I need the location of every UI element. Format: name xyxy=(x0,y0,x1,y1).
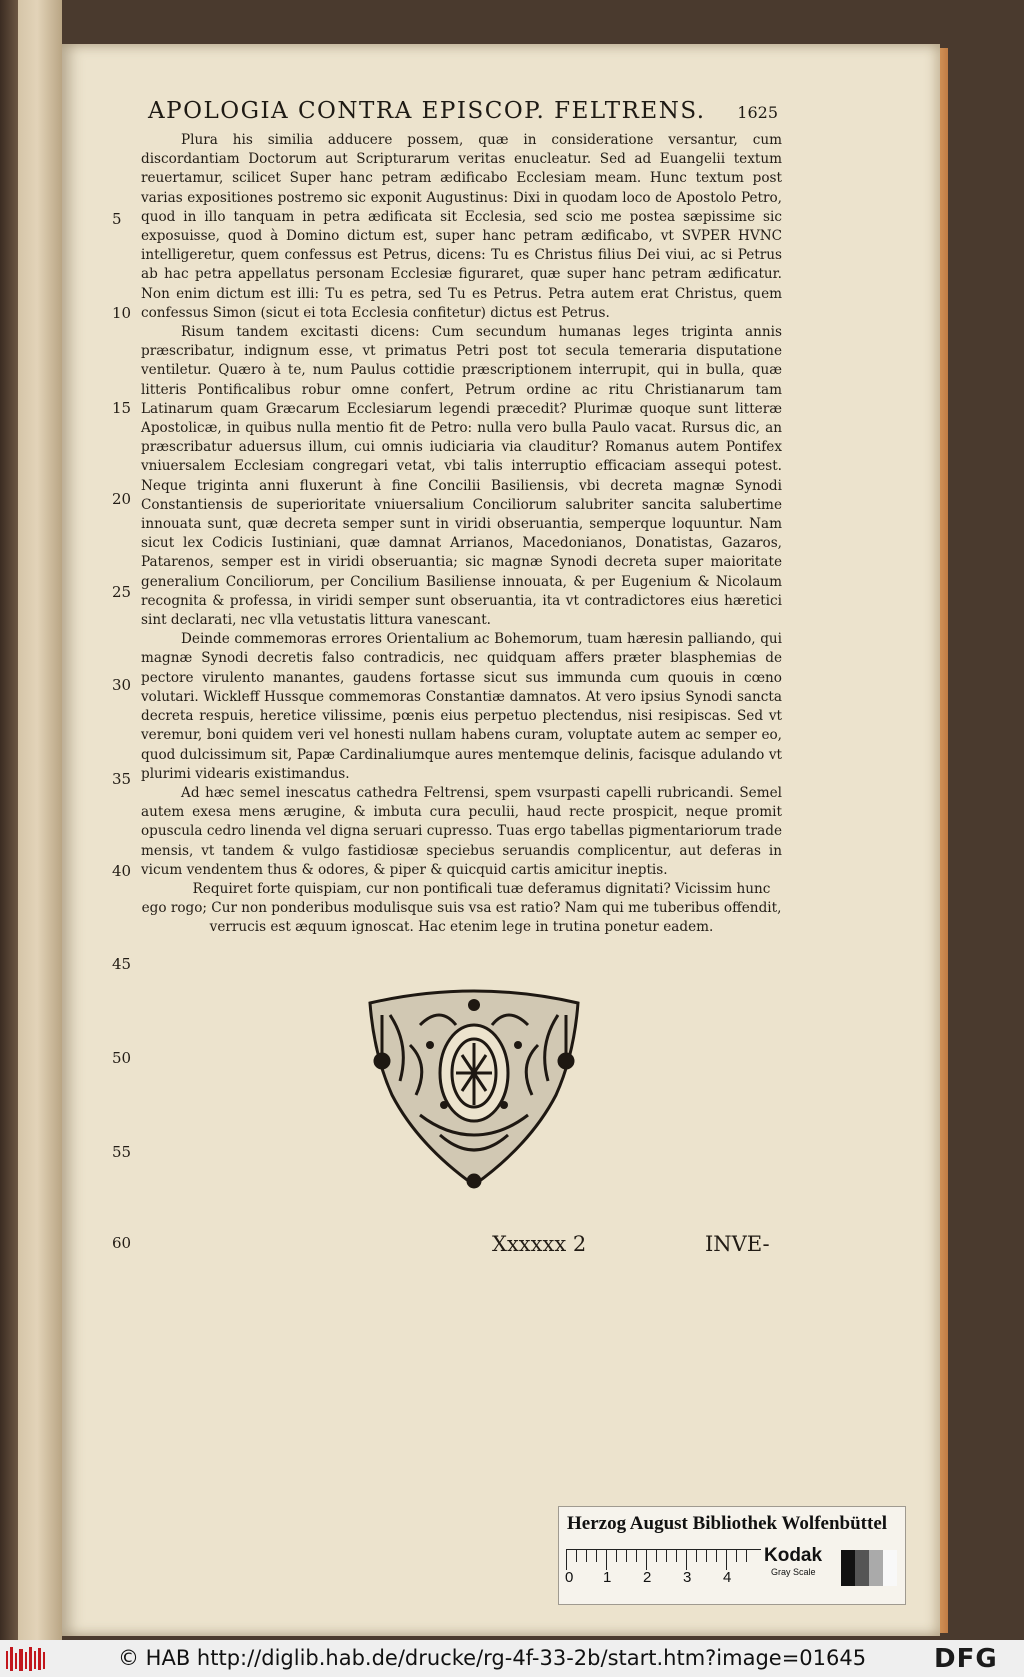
line-number: 25 xyxy=(112,583,132,601)
kodak-brand: Kodak xyxy=(764,1545,823,1566)
line-number: 60 xyxy=(112,1234,132,1252)
paragraph: Risum tandem excitasti dicens: Cum secundum humanas leges triginta annis præscribatur, indignum esse, vt primatus Petri post tot secula temeraria disputatione ventiletur. Quæro à te, num Paulus cottidie præscriptionem interrupit, qui in bulla, quæ litteris Pontificalibus robur omne confert, Petrum ordine ac ritu Christianarum tam Latinarum quam Græcarum Ecclesiarum legendi præcedit? Plurimæ quoque sunt litteræ Apostolicæ, in quibus nulla mentio fit de Petro: nulla vero bulla Paulo vacat. Rursus dic, an præscribatur aduersus illum, cui omnis iudiciaria via clauditur? Romanus autem Pontifex vniuersalem Ecclesiam congregari vetat, vbi talis interruptio efficaciam assequi potest. Neque triginta anni fluxerunt à fine Concilii Basiliensis, vbi decreta magnæ Synodi Constantiensis de superioritate vniuersalium Conciliorum salubriter sancita salubertime innouata sunt, quæ decreta semper sunt in viridi obseruantia, semperque loquuntur. Nam sicut lex Codicis Iustiniani, quæ damnat Arrianos, Macedonianos, Donatistas, Gazaros, Patarenos, semper est in viridi obseruantia; sic magnæ Synodi decreta super maioritate generalium Conciliorum, per Concilium Basiliense innouata, & per Eugenium & Nicolaum recognita & professa, in viridi semper sunt obseruantia, ita vt contradictores eius hæretici sint declarati, nec vlla vetustatis littura vanescant. xyxy=(141,324,782,629)
line-number: 5 xyxy=(112,210,122,228)
line-number: 40 xyxy=(112,862,132,880)
scale-number: 1 xyxy=(603,1569,612,1586)
scale-number: 0 xyxy=(565,1569,574,1586)
line-number: 30 xyxy=(112,676,132,694)
paragraph: Deinde commemoras errores Orientalium ac Bohemorum, tuam hæresin palliando, qui magnæ Synodi decretis falso contradicis, nec quidquam affers præter blasphemias de pectore virulento manantes, gaudens fortasse sicut sus immunda cum quouis in cœno volutari. Wickleff Hussque commemoras Constantiæ damnatos. At vero ipsius Synodi sancta decreta respuis, heretice vilissime, pœnis eius perpetuo plectendus, nisi resipiscas. Sed vt veremur, boni quidem veri vel honesti nullam habens curam, voluptate autem ac semper eo, quod dulcissimum sit, Papæ Cardinaliumque aures mentemque delinis, facisque adulando vt plurimi videaris existimandus. xyxy=(141,631,782,782)
library-color-scale-label xyxy=(558,1506,906,1605)
barcode-icon xyxy=(6,1647,46,1671)
scale-number: 4 xyxy=(723,1569,732,1586)
dfg-logo: DFG xyxy=(934,1644,998,1674)
line-number: 20 xyxy=(112,490,132,508)
line-number: 50 xyxy=(112,1049,132,1067)
paragraph-closing: Requiret forte quispiam, cur non pontificali tuæ deferamus dignitati? Vicissim hunc ego rogo; Cur non ponderibus modulisque suis vsa est ratio? Nam qui me tuberibus offendit, verrucis est æquum ignoscat. Hac etenim lege in trutina ponetur eadem. xyxy=(141,880,782,936)
gray-scale-caption: Gray Scale xyxy=(771,1567,816,1577)
library-name: Herzog August Bibliothek Wolfenbüttel xyxy=(567,1513,888,1534)
binding-shadow xyxy=(0,0,18,1640)
woodcut-ornament-icon xyxy=(360,985,588,1193)
body-text xyxy=(141,131,782,938)
scale-number: 2 xyxy=(643,1569,652,1586)
measurement-ruler xyxy=(566,1549,761,1570)
line-number: 35 xyxy=(112,770,132,788)
paragraph: Plura his similia adducere possem, quæ in consideratione versantur, cum discordantiam Doctorum aut Scripturarum veritas enucleatur. Sed ad Euangelii textum reuertamur, scilicet Super hanc petram ædificabo Ecclesiam meam. Hunc textum post varias expositiones postremo sic exponit Augustinus: Dixi in quodam loco de Apostolo Petro, quod in illo tanquam in petra ædificata sit Ecclesia, sed scio me postea sæpissime sic exposuisse, quod à Domino dictum est, super hanc petram ædificabo, vt SVPER HVNC intelligeretur, quem confessus est Petrus, dicens: Tu es Christus filius Dei viui, ac si Petrus ab hac petra appellatus personam Ecclesiæ figuraret, quæ super hanc petram ædificatur. Non enim dictum est illi: Tu es petra, sed Tu es Petrus. Petra autem erat Christus, quem confessus Simon (sicut ei tota Ecclesia confitetur) dictus est Petrus. xyxy=(141,132,782,321)
running-title: APOLOGIA CONTRA EPISCOP. FELTRENS. xyxy=(148,98,706,124)
footer-bar xyxy=(0,1640,1024,1677)
scale-number: 3 xyxy=(683,1569,692,1586)
catchword: INVE- xyxy=(705,1232,770,1256)
copyright-url[interactable]: © HAB http://diglib.hab.de/drucke/rg-4f-33-2b/start.htm?image=01645 xyxy=(118,1646,867,1670)
line-number: 55 xyxy=(112,1143,132,1161)
line-number: 10 xyxy=(112,304,132,322)
gray-scale-swatch xyxy=(841,1550,897,1586)
signature-mark: Xxxxxx 2 xyxy=(492,1232,587,1256)
paragraph: Ad hæc semel inescatus cathedra Feltrensi, spem vsurpasti capelli rubricandi. Semel autem exesa mens ærugine, & imbuta cura peculii, haud recte prospicit, neque promit opuscula cedro linenda vel digna seruari cupresso. Tuas ergo tabellas pigmentariorum trade mensis, vt tandem & vulgo fastidiosæ speciebus seruandis complicentur, aut deferas in vicum vendentem thus & odores, & piper & quicquid cartis amicitur ineptis. xyxy=(141,784,782,878)
page-header xyxy=(148,98,778,124)
page-number: 1625 xyxy=(737,103,778,122)
line-number: 45 xyxy=(112,955,132,973)
line-number: 15 xyxy=(112,399,132,417)
